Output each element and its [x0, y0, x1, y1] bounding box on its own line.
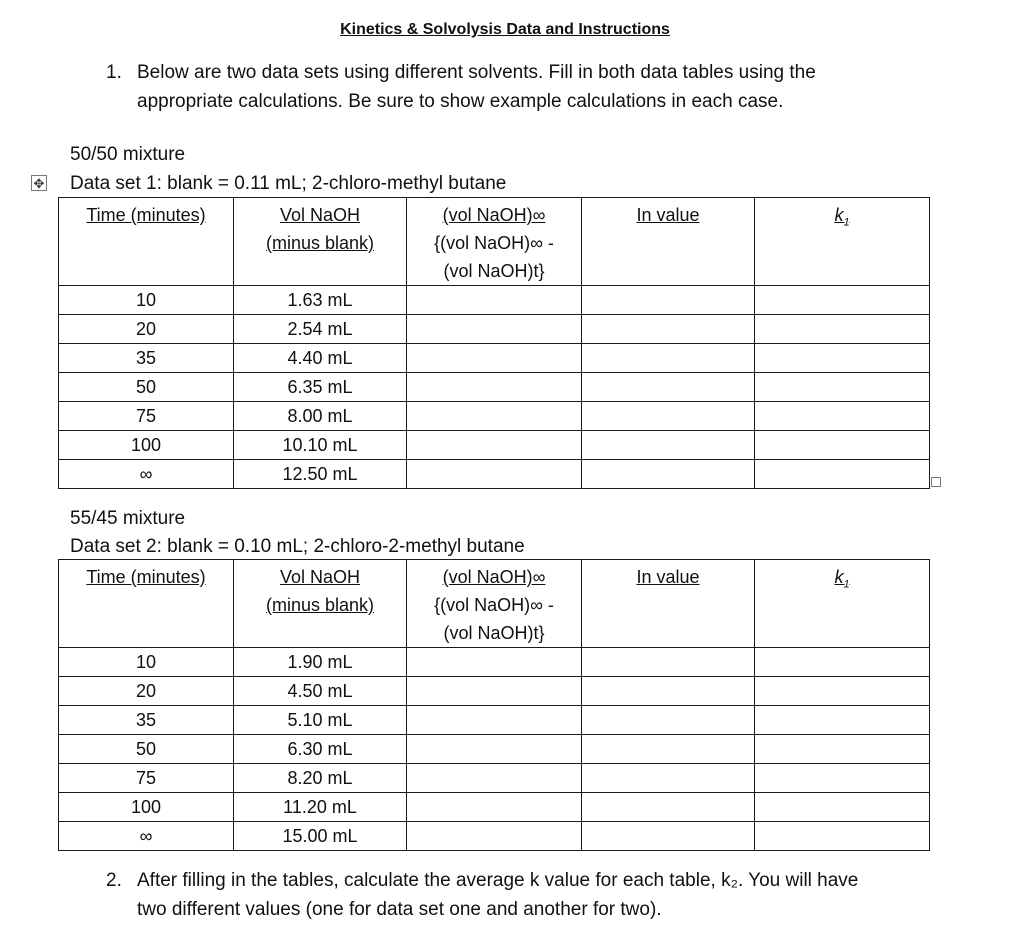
time-cell: ∞: [59, 822, 234, 851]
vol-cell: 2.54 mL: [234, 315, 407, 344]
table-row: [59, 764, 930, 793]
table-row: [59, 822, 930, 851]
k1-input-cell[interactable]: [755, 735, 930, 764]
ratio-input-cell[interactable]: [407, 460, 582, 489]
k1-input-cell[interactable]: [755, 460, 930, 489]
data-table-1: [58, 197, 930, 489]
vol-cell: 8.20 mL: [234, 764, 407, 793]
vol-cell: 8.00 mL: [234, 402, 407, 431]
vol-cell: 15.00 mL: [234, 822, 407, 851]
ln-input-cell[interactable]: [582, 286, 755, 315]
instruction-2: [137, 866, 858, 924]
instruction-1-line-2: appropriate calculations. Be sure to show example calculations in each case.: [137, 91, 784, 112]
time-cell: 35: [59, 706, 234, 735]
time-cell: 50: [59, 373, 234, 402]
table-row: [59, 793, 930, 822]
header-ratio: (vol NaOH)∞ {(vol NaOH)∞ - (vol NaOH)t}: [407, 560, 582, 648]
vol-cell: 6.30 mL: [234, 735, 407, 764]
k1-input-cell[interactable]: [755, 706, 930, 735]
ratio-input-cell[interactable]: [407, 344, 582, 373]
ln-input-cell[interactable]: [582, 402, 755, 431]
ln-input-cell[interactable]: [582, 677, 755, 706]
k1-input-cell[interactable]: [755, 677, 930, 706]
set1-mixture-label: 50/50 mixture: [70, 144, 186, 165]
instruction-number-1: 1.: [106, 62, 122, 83]
header-k1: $k_1$: [755, 560, 930, 648]
vol-cell: 1.63 mL: [234, 286, 407, 315]
ln-input-cell[interactable]: [582, 431, 755, 460]
vol-cell: 4.40 mL: [234, 344, 407, 373]
time-cell: 20: [59, 315, 234, 344]
time-cell: 10: [59, 286, 234, 315]
time-cell: 20: [59, 677, 234, 706]
time-cell: ∞: [59, 460, 234, 489]
set1-description: Data set 1: blank = 0.11 mL; 2-chloro-methyl butane: [70, 173, 507, 194]
vol-cell: 5.10 mL: [234, 706, 407, 735]
ratio-input-cell[interactable]: [407, 822, 582, 851]
header-time: Time (minutes): [59, 198, 234, 286]
table-row: [59, 373, 930, 402]
ratio-input-cell[interactable]: [407, 648, 582, 677]
vol-cell: 10.10 mL: [234, 431, 407, 460]
ln-input-cell[interactable]: [582, 344, 755, 373]
document-title: Kinetics & Solvolysis Data and Instructions: [340, 21, 670, 38]
header-ratio: (vol NaOH)∞ {(vol NaOH)∞ - (vol NaOH)t}: [407, 198, 582, 286]
ln-input-cell[interactable]: [582, 822, 755, 851]
time-cell: 100: [59, 431, 234, 460]
set2-description: Data set 2: blank = 0.10 mL; 2-chloro-2-methyl butane: [70, 536, 525, 557]
time-cell: 75: [59, 402, 234, 431]
ratio-input-cell[interactable]: [407, 735, 582, 764]
vol-cell: 6.35 mL: [234, 373, 407, 402]
instruction-number-2: 2.: [106, 870, 122, 891]
table-2-header-row: [59, 560, 930, 648]
time-cell: 10: [59, 648, 234, 677]
time-cell: 35: [59, 344, 234, 373]
table-row: [59, 648, 930, 677]
header-k1: $k_1$: [755, 198, 930, 286]
k1-input-cell[interactable]: [755, 402, 930, 431]
ln-input-cell[interactable]: [582, 706, 755, 735]
table-row: [59, 460, 930, 489]
k1-input-cell[interactable]: [755, 431, 930, 460]
table-resize-handle-icon[interactable]: [931, 477, 941, 487]
data-table-2: [58, 559, 930, 851]
instruction-2-line-1: After filling in the tables, calculate the average k value for each table, k₂. You will have: [137, 870, 859, 891]
ratio-input-cell[interactable]: [407, 677, 582, 706]
set2-mixture-label: 55/45 mixture: [70, 508, 186, 529]
ratio-input-cell[interactable]: [407, 706, 582, 735]
ratio-input-cell[interactable]: [407, 373, 582, 402]
table-1-header-row: [59, 198, 930, 286]
k1-input-cell[interactable]: [755, 373, 930, 402]
ln-input-cell[interactable]: [582, 460, 755, 489]
instruction-2-line-2: two different values (one for data set one and another for two).: [137, 899, 662, 920]
header-vol-naoh: Vol NaOH (minus blank): [234, 560, 407, 648]
time-cell: 100: [59, 793, 234, 822]
vol-cell: 1.90 mL: [234, 648, 407, 677]
instruction-1-line-1: Below are two data sets using different solvents. Fill in both data tables using the: [137, 62, 816, 83]
k1-input-cell[interactable]: [755, 315, 930, 344]
table-row: [59, 402, 930, 431]
table-row: [59, 431, 930, 460]
k1-input-cell[interactable]: [755, 286, 930, 315]
ln-input-cell[interactable]: [582, 648, 755, 677]
ratio-input-cell[interactable]: [407, 315, 582, 344]
vol-cell: 11.20 mL: [234, 793, 407, 822]
ln-input-cell[interactable]: [582, 764, 755, 793]
table-row: [59, 706, 930, 735]
ratio-input-cell[interactable]: [407, 402, 582, 431]
k1-input-cell[interactable]: [755, 344, 930, 373]
vol-cell: 4.50 mL: [234, 677, 407, 706]
ln-input-cell[interactable]: [582, 793, 755, 822]
time-cell: 75: [59, 764, 234, 793]
ln-input-cell[interactable]: [582, 735, 755, 764]
header-ln-value: In value: [582, 560, 755, 648]
instruction-1: [137, 58, 816, 116]
k1-input-cell[interactable]: [755, 764, 930, 793]
ratio-input-cell[interactable]: [407, 286, 582, 315]
ln-input-cell[interactable]: [582, 373, 755, 402]
header-vol-naoh: Vol NaOH (minus blank): [234, 198, 407, 286]
table-row: [59, 735, 930, 764]
ratio-input-cell[interactable]: [407, 431, 582, 460]
table-row: [59, 315, 930, 344]
ratio-input-cell[interactable]: [407, 793, 582, 822]
table-row: [59, 286, 930, 315]
table-move-handle-icon[interactable]: ✥: [31, 175, 47, 191]
ln-input-cell[interactable]: [582, 315, 755, 344]
table-row: [59, 344, 930, 373]
k1-input-cell[interactable]: [755, 648, 930, 677]
header-time: Time (minutes): [59, 560, 234, 648]
vol-cell: 12.50 mL: [234, 460, 407, 489]
header-ln-value: In value: [582, 198, 755, 286]
time-cell: 50: [59, 735, 234, 764]
k1-input-cell[interactable]: [755, 822, 930, 851]
ratio-input-cell[interactable]: [407, 764, 582, 793]
k1-input-cell[interactable]: [755, 793, 930, 822]
table-row: [59, 677, 930, 706]
